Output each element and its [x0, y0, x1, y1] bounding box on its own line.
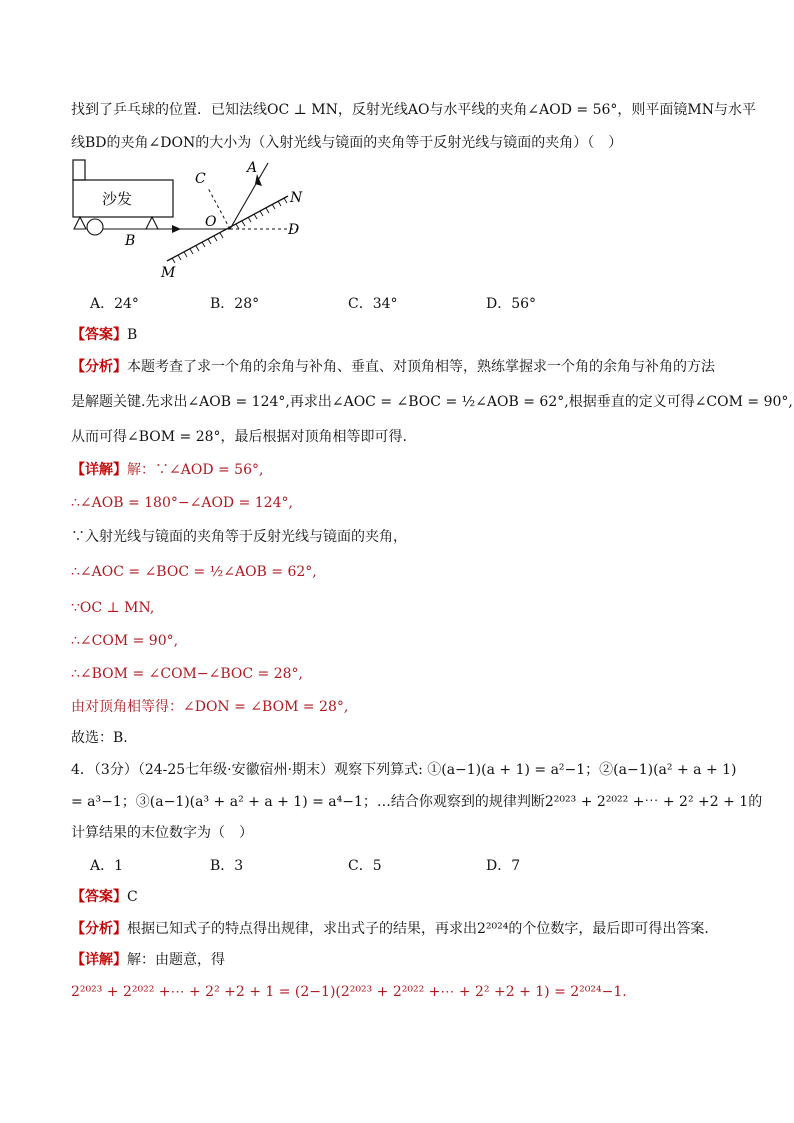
q4-answer-tag: 【答案】 — [71, 889, 127, 905]
q3-answer-tag: 【答案】 — [71, 327, 127, 343]
sofa-back — [73, 160, 85, 180]
q4-detail-text1: 解：由题意，得 — [127, 952, 225, 968]
q4-stem-line3: 计算结果的末位数字为（ ） — [71, 825, 253, 841]
q3-stem-line2: 线BD的夹角∠DON的大小为（入射光线与镜面的夹角等于反射光线与镜面的夹角）（ ） — [71, 135, 623, 151]
label-M: M — [161, 265, 176, 281]
q3-stem-line1: 找到了乒乓球的位置．已知法线OC ⊥ MN，反射光线AO与水平线的夹角∠AOD = 56°，则平面镜MN与水平 — [71, 102, 756, 118]
q4-option-b: B．3 — [210, 858, 244, 874]
q3-detail-line9: 故选：B. — [71, 730, 128, 746]
q4-answer-line — [71, 887, 138, 907]
q3-detail-tag: 【详解】 — [71, 462, 127, 478]
q3-analysis-line2: 是解题关键.先求出∠AOB = 124°,再求出∠AOC = ∠BOC = ½∠AOB = 62°,根据垂直的定义可得∠COM = 90°, — [71, 394, 793, 410]
q4-detail-tag: 【详解】 — [71, 952, 127, 968]
q3-analysis-line1 — [71, 357, 715, 377]
q4-stem-line1: 4．（3分）（24-25七年级·安徽宿州·期末）观察下列算式: ①(a−1)(a + 1) = a²−1；②(a−1)(a² + a + 1) — [71, 762, 737, 778]
q3-analysis-tag: 【分析】 — [71, 359, 127, 375]
q3-detail-line2: ∴∠AOB = 180°−∠AOD = 124°, — [71, 495, 293, 511]
q3-detail-line1 — [71, 460, 263, 480]
q4-option-c: C．5 — [348, 858, 382, 874]
q3-analysis-text1: 本题考查了求一个角的余角与补角、垂直、对顶角相等，熟练掌握求一个角的余角与补角的方法 — [127, 359, 715, 375]
q3-analysis-line3: 从而可得∠BOM = 28°，最后根据对顶角相等即可得. — [71, 429, 407, 445]
q4-option-d: D．7 — [486, 858, 521, 874]
q3-detail-line3: ∵入射光线与镜面的夹角等于反射光线与镜面的夹角， — [71, 529, 407, 545]
q3-detail-line8: 由对顶角相等得：∠DON = ∠BOM = 28°, — [71, 699, 349, 715]
sofa-left-foot — [74, 217, 86, 229]
q4-analysis-text: 根据已知式子的特点得出规律，求出式子的结果，再求出2²⁰²⁴的个位数字，最后即可得出答案. — [127, 921, 709, 937]
q3-detail-line6: ∴∠COM = 90°, — [71, 633, 179, 649]
label-O: O — [205, 214, 217, 230]
ping-pong-ball — [87, 219, 103, 235]
sofa-right-foot — [146, 217, 158, 229]
mirror-reflection-figure — [70, 158, 320, 283]
q4-analysis-tag: 【分析】 — [71, 921, 127, 937]
q3-option-a: A．24° — [90, 296, 139, 312]
label-D: D — [288, 222, 300, 238]
q3-detail-line5: ∵OC ⊥ MN, — [71, 600, 155, 616]
q4-stem-line2: = a³−1；③(a−1)(a³ + a² + a + 1) = a⁴−1；…结合你观察到的规律判断2²⁰²³ + 2²⁰²² +⋯ + 2² +2 + 1的 — [71, 794, 763, 810]
label-B: B — [125, 233, 136, 249]
q3-answer-line — [71, 325, 137, 345]
label-A: A — [247, 160, 258, 176]
label-C: C — [195, 171, 206, 187]
q4-detail-line1 — [71, 950, 225, 970]
q4-detail-line2: 2²⁰²³ + 2²⁰²² +⋯ + 2² +2 + 1 = (2−1)(2²⁰²³ + 2²⁰²² +⋯ + 2² +2 + 1) = 2²⁰²⁴−1. — [71, 984, 627, 1000]
q4-option-a: A．1 — [90, 858, 124, 874]
q3-option-c: C．34° — [348, 296, 398, 312]
q3-detail-line4: ∴∠AOC = ∠BOC = ½∠AOB = 62°, — [71, 564, 317, 580]
q3-detail-text1: 解：∵∠AOD = 56°, — [127, 462, 264, 478]
q4-answer-value: C — [127, 889, 138, 905]
q4-analysis-line — [71, 919, 709, 939]
incident-arrow — [172, 225, 181, 233]
mirror-hatching — [172, 198, 287, 263]
sofa-label: 沙发 — [102, 190, 133, 208]
label-N: N — [290, 190, 303, 206]
q3-option-d: D．56° — [486, 296, 537, 312]
q3-option-b: B．28° — [210, 296, 260, 312]
q3-detail-line7: ∴∠BOM = ∠COM−∠BOC = 28°, — [71, 666, 303, 682]
q3-answer-value: B — [127, 327, 138, 343]
